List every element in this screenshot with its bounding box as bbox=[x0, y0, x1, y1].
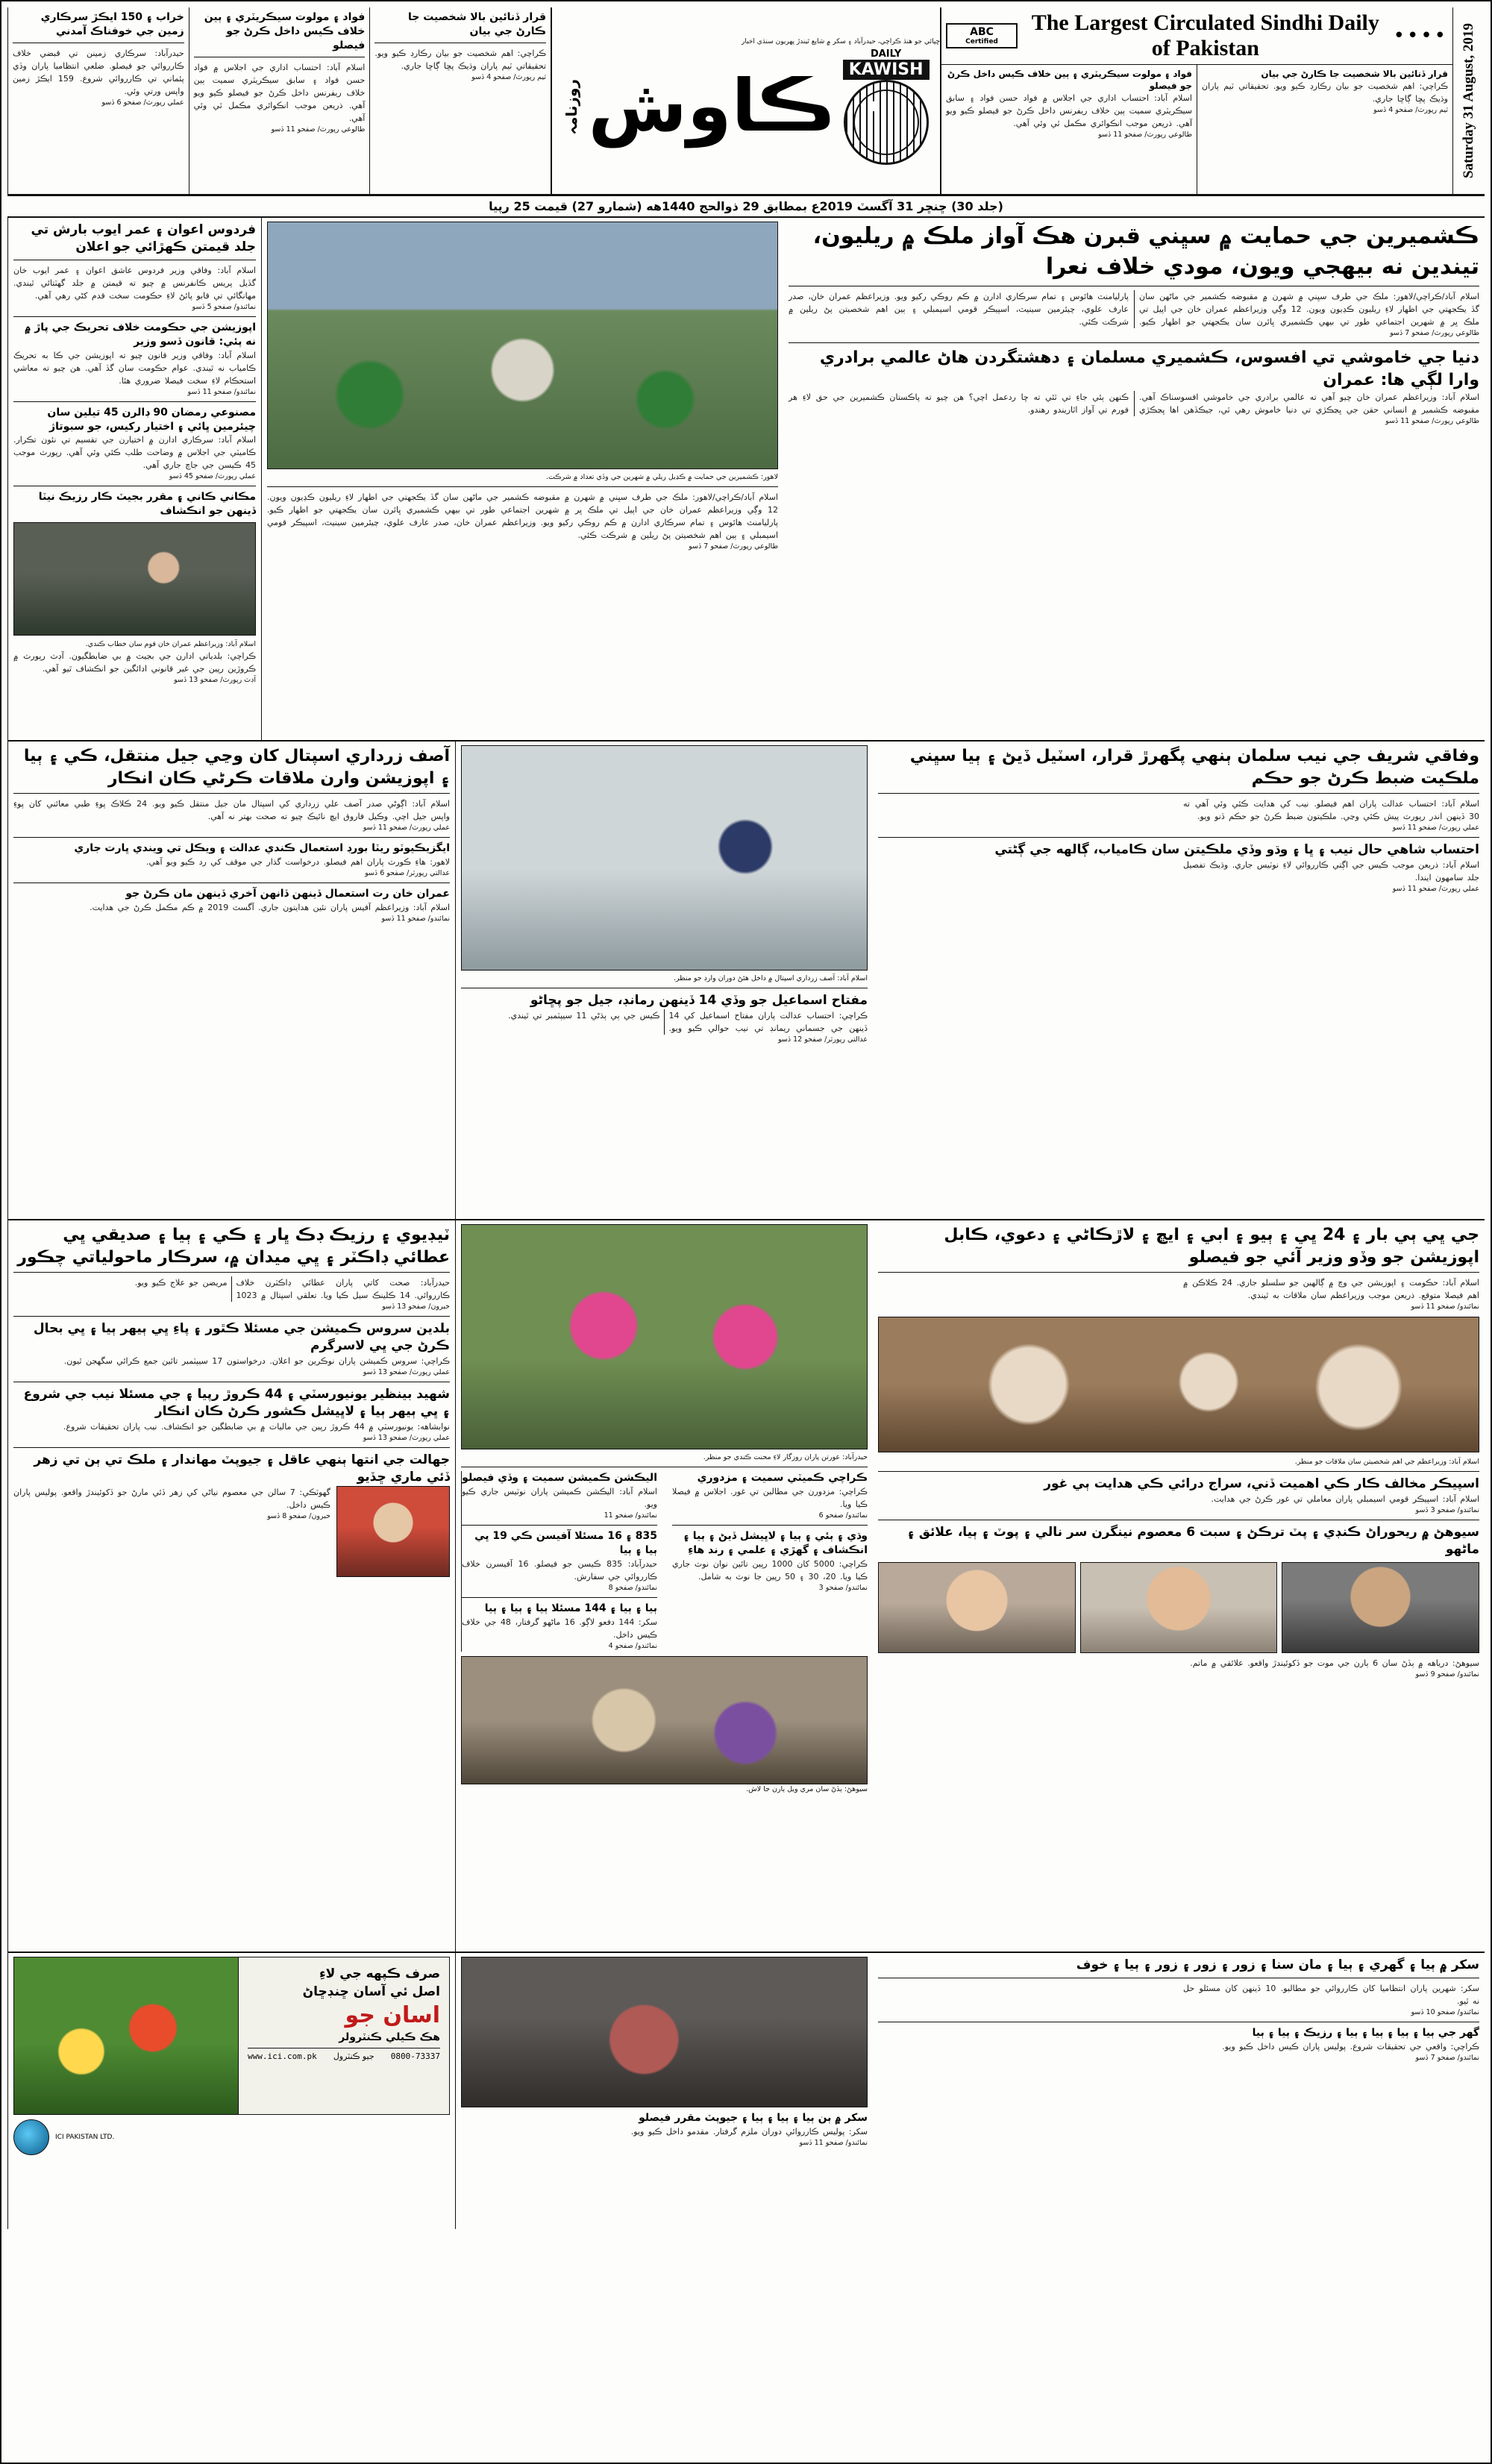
row4-left-sub2-headline: شهيد بينظير يونيورسٽي ۽ 44 ڪروڙ رپيا ۽ جي مسئلا نيب جي شروع ۽ ڀي ٻيهر ٻيا ۽ لاڀيشل ڪشور ڪرڻ ڪان انڪار bbox=[23, 1387, 450, 1420]
row4-right bbox=[873, 1220, 1485, 1952]
ad-website[interactable]: www.ici.com.pk bbox=[248, 2051, 317, 2061]
lead-ref: طالوعي رپورٽ/ صفحو 7 ڏسو bbox=[1390, 329, 1479, 337]
row3-left-body: اسلام آباد: اڳوڻي صدر آصف علي زرداري کي اسپتال مان جيل منتقل ڪيو ويو. 24 ڪلاڪ پوءِ طبي معائني کان پوءِ واپس جيل اچي. وڪيل فاروق ايڇ نائيڪ چيو ته صحت بهتر نه آهي. bbox=[13, 799, 450, 822]
lead-center-column bbox=[261, 218, 783, 740]
row4-center-brief1-body: ڪراچي: مزدورن جي مطالبن تي غور. اجلاس ۾ فيصلا ڪيا ويا. bbox=[672, 1486, 868, 1509]
row-five bbox=[7, 1953, 1485, 2229]
bottom-right-body: سکر: شهرين پاران انتظاميا کان ڪارروائي جو مطالبو. 10 ڏينهن کان مسئلو حل نه ٿيو. bbox=[1183, 1983, 1479, 2006]
row4-right-headline: جي ڀي ٻي بار ۽ 24 ڀي ۽ ٻيو ۽ ابي ۽ ايڇ ۽ لاڙڪاڻي ۽ دعوي، ڪابل اپوزيشن جو وڏو وزير آئي جو فيصلو bbox=[944, 1226, 1479, 1267]
ad-headline: اسان جو bbox=[345, 2002, 440, 2028]
bottom-mid-headline: سکر ۾ ٻن ٻيا ۽ ٻيا ۽ ٻيا ۽ جيوپٽ مقرر فيصلو bbox=[639, 2112, 868, 2124]
row3-right-sub-ref: عملي رپورٽ/ صفحو 11 ڏسو bbox=[1392, 885, 1479, 894]
brief-ref-1: طالوعي رپورٽ/ صفحو 11 ڏسو bbox=[1098, 131, 1192, 139]
photo-bottom-incident bbox=[461, 1957, 868, 2107]
masthead-brief-2-body: اسلام آباد: احتساب اداري جي اجلاس ۾ فواد حسن فواد ۽ سابق سيڪريٽري سميت ٻين خلاف ريفرنس داخل ڪرڻ جو فيصلو ڪيو ويو آهي. ذريعن موجب انڪوائري مڪمل ٿي وئي آهي. bbox=[193, 62, 366, 123]
row4-left-sub3-ref: خبرون/ صفحو 8 ڏسو bbox=[267, 1512, 330, 1520]
brief-headline-2: قرار ڏنائين بالا شخصيت جا ڪارڻ جي بيان bbox=[1261, 69, 1448, 79]
photo-kashmir-rally bbox=[267, 222, 778, 469]
bottom-mid-ref: نمائندو/ صفحو 11 ڏسو bbox=[799, 2138, 868, 2147]
ad-subline: هڪ ڪيلي ڪنٽرولر bbox=[339, 2031, 440, 2043]
photo-hospital-ward bbox=[461, 745, 868, 971]
row4-left-sub1-ref: عملي رپورٽ/ صفحو 13 ڏسو bbox=[363, 1368, 450, 1377]
masthead-brief-3-headline: قرار ڏنائين بالا شخصيت جا ڪارڻ جي بيان bbox=[407, 11, 547, 37]
ad-line-2: اصل ئي آسان ڇنڊڇاڻ bbox=[302, 1984, 440, 1999]
row4-center-brief5-ref: نمائندو/ صفحو 4 bbox=[608, 1641, 657, 1650]
globe-logo-icon bbox=[844, 80, 929, 165]
advertisement-ici[interactable] bbox=[13, 1957, 450, 2115]
bottom-left-headline: گهر جي ٻيا ۽ ٻيا ۽ ٻيا ۽ ٻيا ۽ رزيڪ ۽ ٻيا ۽ ٻيا bbox=[1252, 2026, 1479, 2039]
masthead-brief-col-3 bbox=[369, 7, 551, 194]
row3-left-sub2-ref: نمائندو/ صفحو 11 ڏسو bbox=[381, 915, 450, 924]
ad-line-1: صرف ڪپهه جي لاءِ bbox=[319, 1966, 440, 1981]
daily-label: DAILY bbox=[870, 48, 902, 60]
bottom-right-headline: سکر ۾ ٻيا ۽ گهري ۽ ٻيا ۽ مان سنا ۽ زور ۽ زور ۽ زور ۽ ٻيا ۽ خوف bbox=[1076, 1957, 1479, 1972]
row4-center-brief2-ref: نمائندو/ صفحو 11 bbox=[604, 1511, 657, 1520]
issue-info-bar: (جلد 30) ڇنڇر 31 آگسٽ 2019ع بمطابق 29 ذوالحج 1440هه (شمارو 27) قيمت 25 رپيا bbox=[7, 195, 1485, 218]
row4-left-ref: خبرون/ صفحو 13 ڏسو bbox=[382, 1302, 450, 1311]
bottom-center-column bbox=[455, 1953, 873, 2229]
abc-label: ABC bbox=[970, 26, 994, 38]
row4-center-brief1-headline: ڪراچي ڪميٽي سميت ۽ مزدوري bbox=[697, 1472, 868, 1484]
second-lead-ref: طالوعي رپورٽ/ صفحو 11 ڏسو bbox=[1385, 417, 1479, 426]
row4-right-ref: نمائندو/ صفحو 11 ڏسو bbox=[1411, 1302, 1479, 1311]
row3-right bbox=[873, 742, 1485, 1219]
bottom-ad-column bbox=[7, 1953, 455, 2229]
masthead-brief-2-ref: طالوعي رپورٽ/ صفحو 11 ڏسو bbox=[271, 125, 366, 134]
row4-left-body: حيدرآباد: صحت کاتي پاران عطائي ڊاڪٽرن خلاف ڪارروائي. 14 ڪلينڪ سيل ڪيا ويا. تعلقي اسپتال ۾ 1023 مريضن جو علاج ڪيو ويو. bbox=[134, 1278, 450, 1301]
story-3-body: اسلام آباد: سرڪاري ادارن ۾ اختيارن جي تقسيم تي نئون تڪرار. ڪاميٽي جي اجلاس ۾ وضاحت طلب ڪئي وئي آهي. رپورٽ موجب 45 ڪيسن جي جاچ جاري آهي. bbox=[13, 435, 256, 471]
row3-left-sub1-headline: ايگزيڪيوٽو ريٽا بورڊ استعمال ڪندي عدالت ۽ ويڪل تي ويندي ڀارت جاري bbox=[74, 842, 450, 855]
english-tagline: The Largest Circulated Sindhi Daily of Pakistan bbox=[1031, 10, 1379, 60]
row4-center-brief3-body: ڪراچي: 5000 کان 1000 رپين تائين نوان نوٽ جاري ڪيا ويا. 20، 30 ۽ 50 رپين جا نوٽ به شامل. bbox=[672, 1558, 868, 1581]
story-block-3 bbox=[13, 406, 256, 483]
bottom-left-body: ڪراچي: واقعي جي تحقيقات شروع. پوليس پاران ڪيس داخل ڪيو ويو. bbox=[1222, 2041, 1479, 2051]
row4-left-headline: ٽيڊيوي ۽ رزيڪ ڊڪ ڀار ۽ ڪي ۽ ٻيا ۽ صديقي ڀي عطائي ڊاڪٽر ۽ ڀي ميدان ۾، سرڪار ماحولياتي چڪور bbox=[17, 1226, 450, 1267]
row4-center-brief5-body: سکر: 144 دفعو لاڳو. 16 ماڻهو گرفتار، 48 جي خلاف ڪيس داخل. bbox=[462, 1617, 657, 1640]
photo-women-caption: حيدرآباد: عورتن پاران روزگار لاءِ محنت ڪندي جو منظر. bbox=[703, 1453, 868, 1461]
story-block-4 bbox=[13, 490, 256, 686]
photo-hospital-caption: اسلام آباد: آصف زرداري اسپتال ۾ داخل هئڻ دوران وارڊ جو منظر. bbox=[673, 974, 868, 982]
row-four bbox=[7, 1220, 1485, 1953]
photo-working-women bbox=[461, 1224, 868, 1449]
ad-phone[interactable]: 0800-73337 bbox=[390, 2051, 440, 2061]
row4-right-sub1-ref: نمائندو/ صفحو 3 ڏسو bbox=[1415, 1506, 1479, 1515]
brief-headline-1: فواد ۽ مولوت سيڪريٽري ۽ ٻين خلاف ڪيس داخل ڪرڻ جو فيصلو bbox=[947, 69, 1192, 92]
row4-right-sub2-ref: نمائندو/ صفحو 9 ڏسو bbox=[1415, 1670, 1479, 1679]
row4-left-sub1-body: ڪراچي: سروس ڪميشن پاران نوڪرين جو اعلان. درخواستون 17 سيپٽمبر تائين جمع ڪرائي سگهجن ٿيون. bbox=[63, 1356, 450, 1367]
row4-right-sub2-body: سيوهڻ: درياهه ۾ ٻڏڻ سان 6 ٻارن جي موت جو ڏکوئيندڙ واقعو. علائقي ۾ ماتم. bbox=[1190, 1658, 1479, 1669]
second-lead-body: اسلام آباد: وزيراعظم عمران خان چيو آهي ته عالمي برادري جي خاموشي افسوسناڪ آهي. مقبوضه ڪشمير ۾ انساني حقن جي ڀڃڪڙي تي دنيا خاموش رهي ٿي، جيڪڏهن اها ڀڃڪڙي ڪنهن ٻئي جاءِ تي ٿئي ته ڇا ردعمل اچي؟ هن چيو ته پاڪستان ڪشميرين جي حق لاءِ هر فورم تي آواز اٿاريندو رهندو. bbox=[789, 392, 1479, 416]
paper-name-sindhi: ڪاوش bbox=[588, 64, 836, 148]
row3-center-ref: عدالتي رپورٽر/ صفحو 12 ڏسو bbox=[778, 1035, 868, 1044]
story-2-ref: نمائندو/ صفحو 11 ڏسو bbox=[187, 387, 256, 396]
row4-center-brief5-headline: ٻيا ۽ ٻيا ۽ 144 مسئلا ٻيا ۽ ٻيا ۽ ٻيا bbox=[484, 1602, 657, 1614]
row3-left-sub1-ref: عدالتي رپورٽر/ صفحو 6 ڏسو bbox=[365, 869, 450, 878]
brief-body-1: اسلام آباد: احتساب اداري جي اجلاس ۾ فواد حسن فواد ۽ سابق سيڪريٽري سميت ٻين خلاف ريفرنس داخل ڪرڻ جو فيصلو ڪيو ويو آهي. ذريعن موجب انڪوائري مڪمل ٿي وئي آهي. bbox=[946, 93, 1192, 129]
row4-center bbox=[455, 1220, 873, 1952]
story-3-ref: عملي رپورٽ/ صفحو 45 ڏسو bbox=[169, 472, 256, 481]
row3-left-sub2-headline: عمران خان رت استعمال ڏينهن ڏانهن آخري ڏينهن مان ڪرڻ جو bbox=[125, 888, 450, 900]
photo-official-meeting bbox=[878, 1317, 1479, 1452]
bottom-right-ref: نمائندو/ صفحو 10 ڏسو bbox=[1411, 2007, 1479, 2016]
row4-left-sub3-headline: جهالت جي انتها ٻنهي عاقل ۽ جيوپٽ مهاندار ۽ ملڪ تي ٻن تي زهر ڏئي ماري ڇڏيو bbox=[34, 1452, 450, 1485]
photo-victims-caption: سيوهڻ: ٻڏڻ سان مري ويل ٻارن جا لاش. bbox=[746, 1784, 868, 1793]
row4-center-brief2-body: اسلام آباد: اليڪشن ڪميشن پاران نوٽيس جاري ڪيو ويو. bbox=[462, 1486, 657, 1509]
photo-drowning-victims bbox=[461, 1656, 868, 1784]
publication-date: Saturday 31 August, 2019 bbox=[1461, 23, 1476, 178]
bottom-left-ref: نمائندو/ صفحو 7 ڏسو bbox=[1415, 2053, 1479, 2062]
row4-left-sub3-body: گهوٽڪي: 7 سالن جي معصوم نياڻي کي زهر ڏئي مارڻ جو ڏکوئيندڙ واقعو. پوليس پاران ڪيس داخل. bbox=[13, 1488, 330, 1510]
lead-body: اسلام آباد/ڪراچي/لاهور: ملڪ جي طرف سڀني ۾ شهرن ۾ مقبوضه ڪشمير جي ماڻهن سان گڏ يڪجهتي جي اظهار لاءِ ريليون ڪڍيون ويون. 12 وڳي وزيراعظم عمران خان جي اپيل تي ملڪ ڀر ۾ شهرين اجتماعي طور تي بيهي ڪشميري ڀائرن سان يڪجهتي جو اظهار ڪيو. پارليامنٽ هائوس ۽ تمام سرڪاري ادارن ۾ ڪم روڪي رکيو ويو. وزيراعظم عمران خان، صدر عارف علوي، چيئرمين سينيٽ، اسپيڪر قومي اسيمبلي ۽ ٻين اهم شخصيتن پڻ ريلين ۾ شرڪت ڪئي. bbox=[789, 292, 1479, 327]
row3-right-body: اسلام آباد: احتساب عدالت پاران اهم فيصلو. نيب کي هدايت ڪئي وئي آهي ته 30 ڏينهن اندر رپورٽ پيش ڪئي وڃي. ملڪيتون ضبط ڪرڻ جو حڪم ڏنو ويو. bbox=[1183, 799, 1479, 822]
decorative-dots: •••• bbox=[1393, 25, 1448, 47]
ad-company-name: ICI PAKISTAN LTD. bbox=[55, 2134, 115, 2141]
lead-ref-center: طالوعي رپورٽ/ صفحو 7 ڏسو bbox=[689, 542, 778, 551]
story-2-body: اسلام آباد: وفاقي وزير قانون چيو ته اپوزيشن جي ڪا به تحريڪ ڪامياب نه ٿيندي. عوام حڪومت سان گڏ آهي. هن چيو ته معاشي استحڪام لاءِ سخت فيصلا ضروري هئا. bbox=[13, 350, 256, 386]
row3-center-body: ڪراچي: احتساب عدالت پاران مفتاح اسماعيل کي 14 ڏينهن جي جسماني ريمانڊ تي نيب حوالي ڪيو ويو. ڪيس جي ٻي ٻڌڻي 11 سيپٽمبر تي ٿيندي. bbox=[508, 1010, 868, 1033]
masthead-brief-3-ref: ٽيم رپورٽ/ صفحو 4 ڏسو bbox=[471, 72, 547, 81]
row4-right-sub1-body: اسلام آباد: اسپيڪر قومي اسيمبلي پاران معاملي تي غور ڪرڻ جي هدايت. bbox=[1211, 1494, 1479, 1505]
row-three bbox=[7, 742, 1485, 1220]
masthead-brief-2-headline: فواد ۽ مولوت سيڪريٽري ۽ ٻين خلاف ڪيس داخل ڪرڻ جو فيصلو bbox=[204, 11, 366, 51]
bottom-mid-body: سکر: پوليس ڪارروائي دوران ملزم گرفتار. مقدمو داخل ڪيو ويو. bbox=[630, 2126, 868, 2137]
story-4-body: ڪراچي: بلدياتي ادارن جي بجيٽ ۾ بي ضابطگيون. آڊٽ رپورٽ ۾ ڪروڙين رپين جي غير قانوني ادائگين جو انڪشاف ٿيو آهي. bbox=[13, 651, 256, 674]
row4-left bbox=[7, 1220, 455, 1952]
row4-right-body: اسلام آباد: حڪومت ۽ اپوزيشن جي وچ ۾ ڳالهين جو سلسلو جاري. 24 ڪلاڪن ۾ اهم فيصلا متوقع. ذريعن موجب وزيراعظم سان ملاقات به ٿيندي. bbox=[1183, 1278, 1479, 1301]
row4-right-sub2-headline: سيوهڻ ۾ ريحوراڻ ڪنڊي ۽ پٽ ترڪڻ ۽ سبت 6 معصوم نينگرن سر نالي ۽ پوٽ ۽ ٻيا، علائق ۽ ماڻهو bbox=[906, 1525, 1479, 1558]
ad-footer-left: جيو ڪنٽرول bbox=[333, 2051, 374, 2061]
story-4-headline: مڪاني ڪاني ۽ مقرر بجيٽ ڪار رزيڪ نيٽا ڏينهن جو انڪشاف bbox=[38, 491, 256, 518]
masthead bbox=[7, 7, 1485, 195]
row4-center-brief1-ref: نمائندو/ صفحو 6 bbox=[818, 1511, 868, 1520]
lead-headline: ڪشميرين جي حمايت ۾ سڀني قبرن هڪ آواز ملڪ ۾ ريليون، تيندين نه بيهجي ويون، مودي خلاف نعرا bbox=[812, 223, 1479, 280]
story-3-headline: مصنوعي رمضان 90 ڊالرن 45 تيلين سان چيئرمين ڀائي ۽ اختيار رکيس، جو سبوتاژ bbox=[47, 406, 256, 433]
lead-row bbox=[7, 218, 1485, 742]
print-locations-line: ڇپائي جو هنڌ ڪراچي، حيدرآباد ۽ سکر ۾ شايع ٿيندڙ پهريون سنڌي اخبار bbox=[742, 38, 940, 46]
nameplate-block bbox=[551, 7, 941, 194]
story-1-ref: نمائندو/ صفحو 5 ڏسو bbox=[192, 302, 256, 311]
row4-center-brief4-ref: نمائندو/ صفحو 8 bbox=[608, 1583, 657, 1592]
story-block-1 bbox=[13, 222, 256, 313]
masthead-brief-1-body: حيدرآباد: سرڪاري زمينن تي قبضي خلاف ڪارروائي جو فيصلو. ضلعي انتظاميا پاران وڏي پئماني تي ڪارروائي شروع. 159 ايڪڙ زمين واپس ورتي وئي. bbox=[13, 48, 184, 96]
story-block-2 bbox=[13, 321, 256, 398]
row4-center-brief3-headline: وڌي ۽ ٻئي ۽ ٻيا ۽ لاڀيشل ڏيڻ ۽ ٻيا ۽ انڪشاف ۽ گهڙي ۽ علمي ۽ رند هاءِ bbox=[683, 1529, 868, 1556]
photo-woman-victim bbox=[336, 1486, 450, 1577]
masthead-brief-1-ref: عملي رپورٽ/ صفحو 6 ڏسو bbox=[101, 98, 184, 107]
photo-child-victim-2 bbox=[878, 1562, 1076, 1653]
ad-product-image bbox=[14, 1957, 239, 2114]
kawish-logotype: KAWISH bbox=[843, 60, 930, 80]
photo-imran-caption: اسلام آباد: وزيراعظم عمران خان قوم سان خطاب ڪندي. bbox=[85, 640, 256, 649]
row3-left-ref: عملي رپورٽ/ صفحو 11 ڏسو bbox=[363, 824, 450, 833]
abc-certified-badge bbox=[946, 23, 1018, 48]
row4-right-sub1-headline: اسپيڪر مخالف ڪار ڪي اهميت ڏني، سراج درائي ڪي هدايت ٻي غور bbox=[1044, 1476, 1479, 1492]
roznama-label: روزنامہ bbox=[562, 78, 581, 135]
row3-left-sub2-body: اسلام آباد: وزيراعظم آفيس پاران نئين هدايتون جاري. آگسٽ 2019 ۾ ڪم مڪمل ڪرڻ جي هدايت. bbox=[90, 903, 450, 913]
row3-left bbox=[7, 742, 455, 1219]
row3-right-sub-body: اسلام آباد: ذريعن موجب ڪيس جي اڳتي ڪارروائي لاءِ نوٽيس جاري. وڌيڪ تفصيل جلد سامهون ايندا. bbox=[1183, 860, 1479, 883]
brand-logo-icon bbox=[13, 2119, 49, 2155]
photo-child-victim-1 bbox=[1080, 1562, 1278, 1653]
brief-ref-2: ٽيم رپورٽ/ صفحو 4 ڏسو bbox=[1373, 106, 1448, 115]
row4-left-sub2-body: نوابشاهه: يونيورسٽي ۾ 44 ڪروڙ رپين جي ماليات ۾ بي ضابطگين جو انڪشاف. نيب پاران تحقيقات شروع. bbox=[63, 1422, 450, 1432]
lead-body-center: اسلام آباد/ڪراچي/لاهور: ملڪ جي طرف سڀني ۾ شهرن ۾ مقبوضه ڪشمير جي ماڻهن سان گڏ يڪجهتي جي اظهار لاءِ ريليون ڪڍيون ويون. 12 وڳي وزيراعظم عمران خان جي اپيل تي ملڪ ڀر ۾ شهرين اجتماعي طور تي بيهي ڪشميري ڀائرن سان يڪجهتي جو اظهار ڪيو. پارليامنٽ هائوس ۽ تمام سرڪاري ادارن ۾ ڪم روڪي رکيو ويو. وزيراعظم عمران خان، صدر عارف علوي، چيئرمين سينيٽ، اسپيڪر قومي اسيمبلي ۽ ٻين اهم شخصيتن پڻ ريلين ۾ شرڪت ڪئي. bbox=[267, 492, 778, 540]
lead-headline-column bbox=[783, 218, 1485, 740]
abc-certified-label: Certified bbox=[965, 38, 998, 46]
row3-right-ref: عملي رپورٽ/ صفحو 11 ڏسو bbox=[1392, 824, 1479, 833]
row4-center-brief4-headline: 835 ۽ 16 مسئلا آفيسن ڪي 19 ڀي ٻيا ۽ ٻيا bbox=[474, 1529, 657, 1556]
photo-suspect bbox=[1282, 1562, 1479, 1653]
story-1-headline: فردوس اعوان ۽ عمر ايوب بارش تي جلد قيمتن ڪهڙائي جو اعلان bbox=[31, 222, 256, 254]
row3-center bbox=[455, 742, 873, 1219]
masthead-brief-1-headline: خراب ۽ 150 ايڪڙ سرڪاري زمين جي خوفناڪ آمدني bbox=[40, 11, 184, 37]
row4-center-brief2-headline: اليڪشن ڪميشن سميت ۽ وڏي فيصلو bbox=[462, 1472, 657, 1484]
story-2-headline: اپوزيشن جي حڪومت خلاف تحريڪ جي پاڙ ۾ نه پئي: قانون ڏسو وزير bbox=[25, 321, 256, 348]
second-lead-headline: دنيا جي خاموشي تي افسوس، ڪشميري مسلمان ۽ دهشتگردن هاڻ عالمي برادري وارا لڳي ها: عمران bbox=[819, 348, 1479, 389]
photo-imran-khan bbox=[13, 522, 256, 636]
row3-right-headline: وفاقي شريف جي نيب سلمان ٻنهي پگهرڙ قرار، اسٽيل ڏيڻ ۽ ٻيا سڀني ملڪيت ضبط ڪرڻ جو حڪم bbox=[909, 747, 1479, 788]
row3-left-headline: آصف زرداري اسپتال کان وڃي جيل منتقل، ڪي ۽ ٻيا ۽ اپوزيشن وارن ملاقات ڪرڻي ڪان انڪار bbox=[23, 747, 450, 788]
row4-center-brief3-ref: نمائندو/ صفحو 3 bbox=[818, 1583, 868, 1592]
left-column-stories bbox=[7, 218, 261, 740]
row4-center-brief4-body: حيدرآباد: 835 ڪيسن جو فيصلو. 16 آفيسرن خلاف ڪارروائي جي سفارش. bbox=[462, 1558, 657, 1581]
row4-left-sub2-ref: عملي رپورٽ/ صفحو 13 ڏسو bbox=[363, 1434, 450, 1443]
row3-center-headline: مفتاح اسماعيل جو وڏي 14 ڏينهن رمانڊ، جيل جو پڇاڻو bbox=[530, 993, 868, 1008]
story-4-ref: آڊٽ رپورٽ/ صفحو 13 ڏسو bbox=[174, 676, 256, 685]
row3-right-sub-headline: احتساب شاهي حال نيب ۽ ڀا ۽ وڌو وڏي ملڪيتن سان ڪامياب، ڳالهه جي ڳڻتي bbox=[994, 842, 1479, 858]
row4-left-sub1-headline: بلدين سروس ڪميشن جي مسئلا ڪٿور ۽ پاءِ ڀي ٻيهر ٻيا ۽ ڀي بحال ڪرڻ جي ڀي لاسرگرم bbox=[33, 1321, 450, 1354]
photo-rally-caption: لاهور: ڪشميرين جي حمايت ۾ ڪڍيل ريلي ۾ شهرين جي وڏي تعداد ۾ شرڪت. bbox=[545, 473, 778, 481]
photo-meeting-caption: اسلام آباد: وزيراعظم جي اهم شخصيتن سان ملاقات جو منظر. bbox=[1294, 1458, 1479, 1467]
bottom-right-column bbox=[873, 1953, 1485, 2229]
story-1-body: اسلام آباد: وفاقي وزير فردوس عاشق اعوان ۽ عمر ايوب خان گڏيل پريس ڪانفرنس ۾ چيو ته قيمتن ۾ جلد گهٽتائي ٿيندي. مهانگائي تي قابو پائڻ لاءِ حڪومت سخت قدم کڻي رهي آهي. bbox=[13, 265, 256, 301]
brief-body-2: ڪراچي: اهم شخصيت جو بيان رڪارڊ ڪيو ويو. تحقيقاتي ٽيم پاران وڌيڪ پڇا ڳاڇا جاري. bbox=[1202, 81, 1448, 104]
row3-left-sub1-body: لاهور: هاءِ ڪورٽ پاران اهم فيصلو. درخواست گذار جي موقف کي رد ڪيو ويو آهي. bbox=[145, 857, 450, 868]
masthead-brief-3-body: ڪراچي: اهم شخصيت جو بيان رڪارڊ ڪيو ويو. تحقيقاتي ٽيم پاران وڌيڪ پڇا ڳاڇا جاري. bbox=[374, 48, 547, 71]
masthead-brief-col-1 bbox=[7, 7, 189, 194]
masthead-brief-col-2 bbox=[189, 7, 370, 194]
